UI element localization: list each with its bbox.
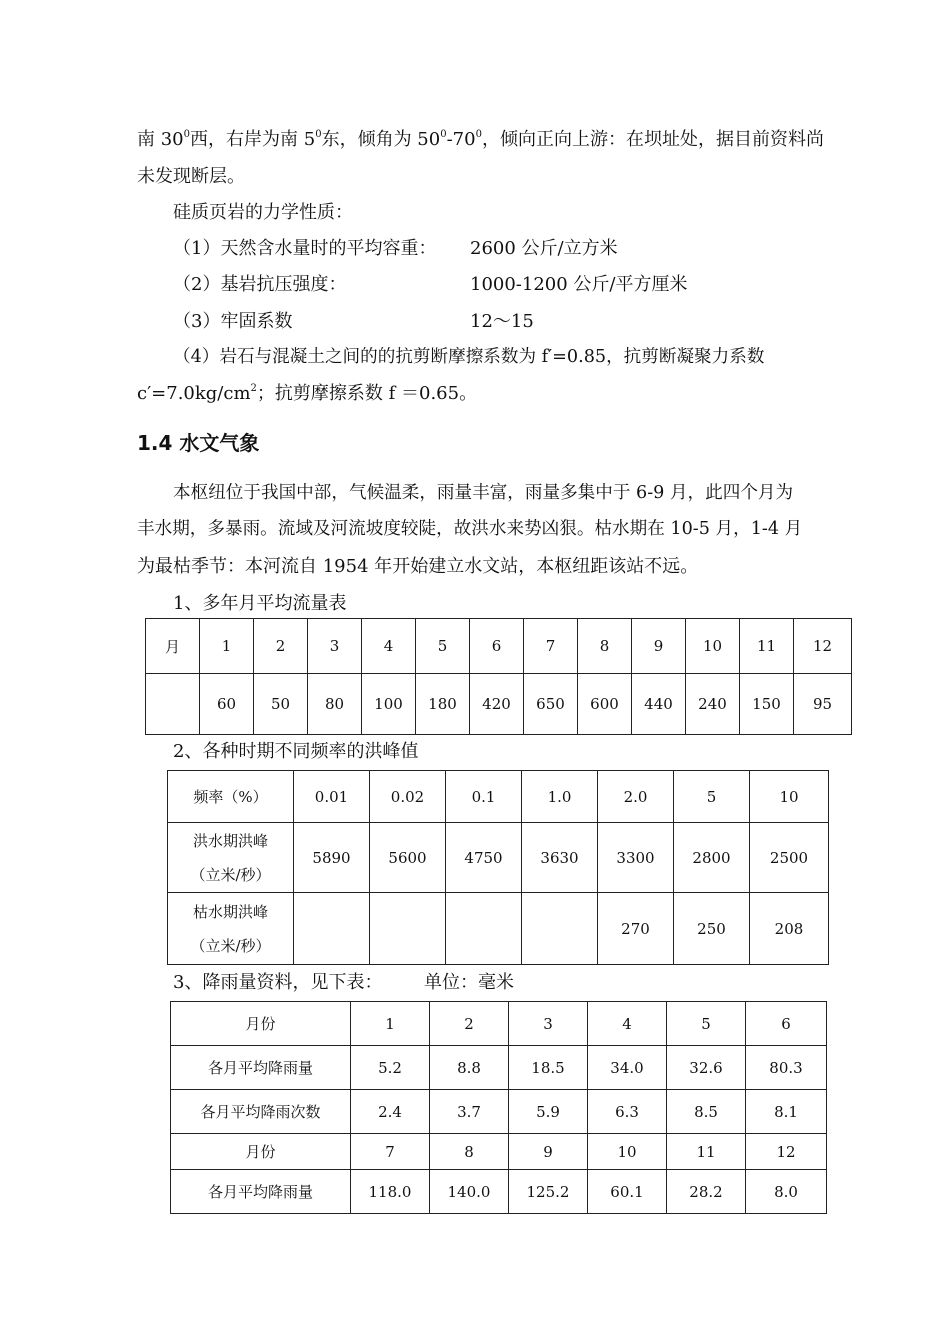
table3-month: 1: [351, 1002, 430, 1046]
rock-item-1-label: （1）天然含水量时的平均容重：: [173, 238, 437, 259]
rock-item-2-value: 1000-1200 公斤/平方厘米: [470, 274, 688, 295]
table3-rain-value: 125.2: [509, 1170, 588, 1214]
table3-month-label: 月份: [171, 1002, 351, 1046]
table2-frequency: 0.02: [370, 771, 446, 823]
table3-count-value: 3.7: [430, 1090, 509, 1134]
table1-value: 650: [524, 674, 578, 735]
table2-dry-label: 枯水期洪峰 （立米/秒）: [168, 893, 294, 965]
table-row: [171, 1134, 827, 1170]
section-para-line-2: 丰水期，多暴雨。流域及河流坡度较陡，故洪水来势凶狠。枯水期在 10-5 月，1-4 月: [137, 519, 803, 539]
table-row: [168, 771, 829, 823]
rock-item-3-value: 12～15: [470, 311, 534, 332]
table1-value: 50: [254, 674, 308, 735]
table3-rain-value: 34.0: [588, 1046, 667, 1090]
table1-month: 9: [632, 619, 686, 674]
table2-frequency: 1.0: [522, 771, 598, 823]
table3-rain-value: 28.2: [667, 1170, 746, 1214]
table3-rain-value: 118.0: [351, 1170, 430, 1214]
table3-count-value: 8.1: [746, 1090, 827, 1134]
table-row: [168, 893, 829, 965]
table3-month: 9: [509, 1134, 588, 1170]
table1-value: 60: [200, 674, 254, 735]
table1-month: 8: [578, 619, 632, 674]
table1-value: 100: [362, 674, 416, 735]
table3-rain-value: 140.0: [430, 1170, 509, 1214]
rock-item-2-label: （2）基岩抗压强度：: [173, 274, 347, 295]
rock-title: 硅质页岩的力学性质：: [173, 202, 353, 223]
table1-month: 1: [200, 619, 254, 674]
table2-flood-value: 3300: [598, 823, 674, 893]
table-row: [168, 823, 829, 893]
table1-month: 6: [470, 619, 524, 674]
table1-value: 180: [416, 674, 470, 735]
table2-dry-value: [522, 893, 598, 965]
table-row: [171, 1090, 827, 1134]
table2-frequency: 0.01: [294, 771, 370, 823]
table2-flood-value: 5600: [370, 823, 446, 893]
table3-month: 12: [746, 1134, 827, 1170]
table3-rain-label: 各月平均降雨量: [171, 1046, 351, 1090]
table3-caption: 3、降雨量资料，见下表：: [173, 972, 383, 993]
table3-rain-value: 5.2: [351, 1046, 430, 1090]
table3-rain-label-2: 各月平均降雨量: [171, 1170, 351, 1214]
table3-month: 5: [667, 1002, 746, 1046]
table2-dry-value: [446, 893, 522, 965]
table3-rain-value: 8.8: [430, 1046, 509, 1090]
table3-rain-value: 80.3: [746, 1046, 827, 1090]
rock-item-4-line-1: （4）岩石与混凝土之间的的抗剪断摩擦系数为 f′=0.85，抗剪断凝聚力系数: [173, 347, 765, 367]
table2-dry-value: 250: [674, 893, 750, 965]
table3-month: 10: [588, 1134, 667, 1170]
table1-month: 5: [416, 619, 470, 674]
table2-frequency: 2.0: [598, 771, 674, 823]
rock-item-4-line-2: $c'=7.0kg/cm^2$；抗剪摩擦系数 f ＝0.65。: [137, 383, 478, 404]
table3-count-value: 8.5: [667, 1090, 746, 1134]
table3-month: 2: [430, 1002, 509, 1046]
table3-rain-value: 32.6: [667, 1046, 746, 1090]
table2-flood-value: 4750: [446, 823, 522, 893]
table2-flood-value: 3630: [522, 823, 598, 893]
table2-frequency: 5: [674, 771, 750, 823]
table3-month: 4: [588, 1002, 667, 1046]
intro-line-2: 未发现断层。: [137, 166, 245, 187]
table-row: [146, 674, 852, 735]
table2-dry-value: [294, 893, 370, 965]
table1-month: 12: [794, 619, 852, 674]
table2-flood-label: 洪水期洪峰 （立米/秒）: [168, 823, 294, 893]
rock-item-1-value: 2600 公斤/立方米: [470, 238, 618, 259]
table-row: [171, 1170, 827, 1214]
table2-flood-value: 5890: [294, 823, 370, 893]
table3-count-value: 5.9: [509, 1090, 588, 1134]
table3-rain-value: 18.5: [509, 1046, 588, 1090]
rainfall-table: [170, 1001, 827, 1214]
table2-header-label: 频率（%）: [168, 771, 294, 823]
table2-dry-value: 208: [750, 893, 829, 965]
table1-month: 10: [686, 619, 740, 674]
table1-value: 420: [470, 674, 524, 735]
table-row: [146, 619, 852, 674]
table3-rain-value: 8.0: [746, 1170, 827, 1214]
table3-month-label-2: 月份: [171, 1134, 351, 1170]
intro-line-1: 南 $30^0$西，右岸为南 $5^0$东，倾角为 $50^0-70^0$，倾向正向上游：在坝址处，据目前资料尚: [137, 129, 824, 150]
section-heading: 1.4 水文气象: [137, 431, 260, 455]
table2-frequency: 10: [750, 771, 829, 823]
table1-value: 240: [686, 674, 740, 735]
table1-month: 11: [740, 619, 794, 674]
table1-month: 3: [308, 619, 362, 674]
table1-caption: 1、多年月平均流量表: [173, 593, 347, 614]
table3-month: 7: [351, 1134, 430, 1170]
table-row: [171, 1046, 827, 1090]
section-para-line-3: 为最枯季节：本河流自 1954 年开始建立水文站，本枢纽距该站不远。: [137, 556, 699, 577]
table2-dry-value: 270: [598, 893, 674, 965]
table1-value: 440: [632, 674, 686, 735]
table2-flood-value: 2800: [674, 823, 750, 893]
table1-value: 600: [578, 674, 632, 735]
table2-caption: 2、各种时期不同频率的洪峰值: [173, 741, 419, 762]
table3-count-value: 6.3: [588, 1090, 667, 1134]
flood-peak-table: [167, 770, 829, 965]
table2-flood-value: 2500: [750, 823, 829, 893]
table1-month: 4: [362, 619, 416, 674]
table1-month: 2: [254, 619, 308, 674]
rock-item-3-label: （3）牢固系数: [173, 311, 293, 332]
table3-month: 11: [667, 1134, 746, 1170]
table1-value: 80: [308, 674, 362, 735]
table1-row-label: [146, 674, 200, 735]
table-row: [171, 1002, 827, 1046]
section-para-line-1: 本枢纽位于我国中部，气候温柔，雨量丰富，雨量多集中于 6-9 月，此四个月为: [173, 483, 794, 503]
table1-header-label: 月: [146, 619, 200, 674]
table3-month: 3: [509, 1002, 588, 1046]
table2-dry-value: [370, 893, 446, 965]
table3-rain-value: 60.1: [588, 1170, 667, 1214]
table1-month: 7: [524, 619, 578, 674]
table3-month: 6: [746, 1002, 827, 1046]
monthly-flow-table: [145, 618, 852, 735]
table3-month: 8: [430, 1134, 509, 1170]
table3-count-label: 各月平均降雨次数: [171, 1090, 351, 1134]
table3-unit: 单位：毫米: [424, 972, 514, 993]
table1-value: 150: [740, 674, 794, 735]
table2-frequency: 0.1: [446, 771, 522, 823]
table1-value: 95: [794, 674, 852, 735]
table3-count-value: 2.4: [351, 1090, 430, 1134]
